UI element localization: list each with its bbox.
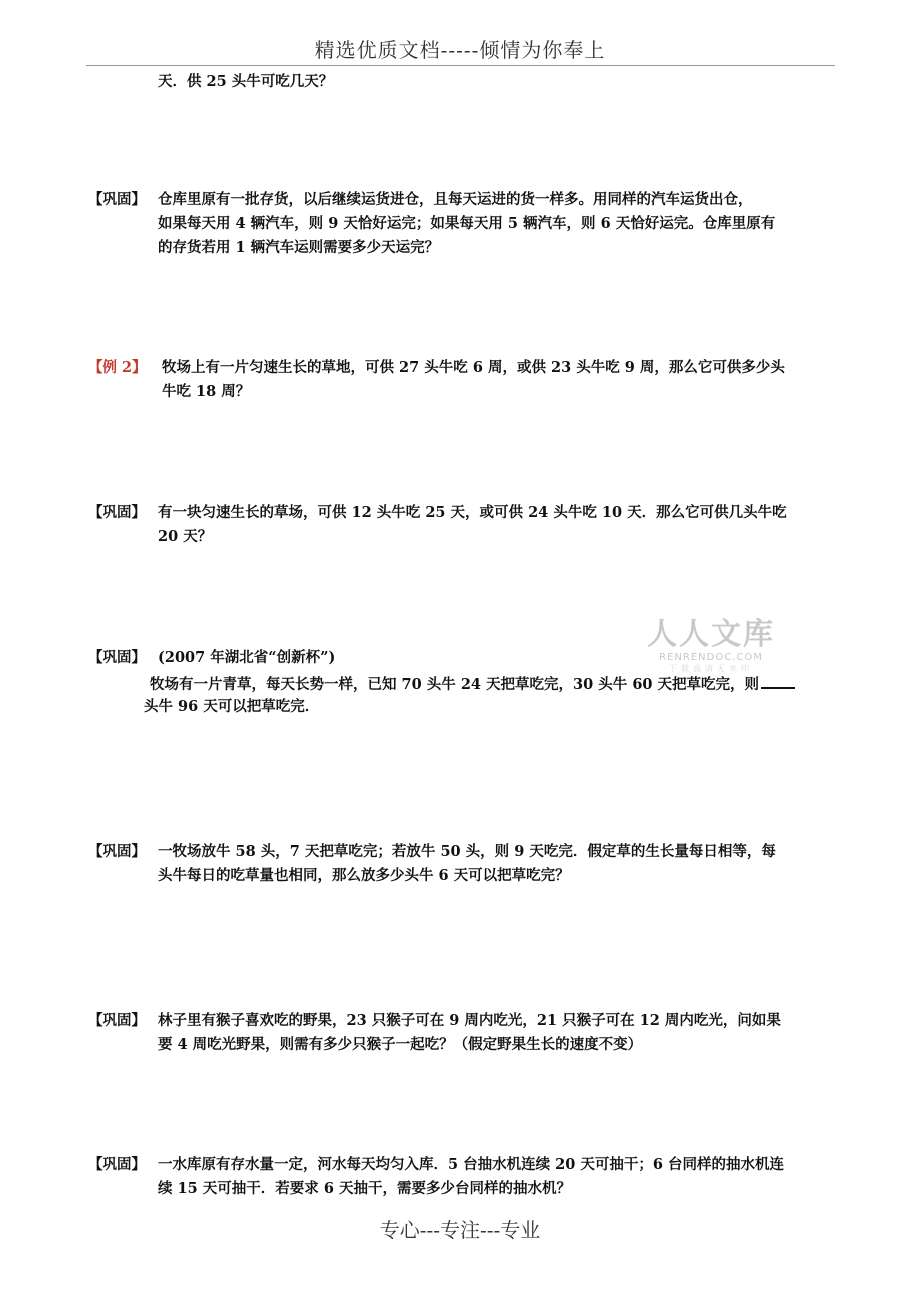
problem-text-line: 的存货若用 1 辆汽车运则需要多少天运完？: [158, 239, 440, 256]
problem-text-line: 天．供 25 头牛可吃几天？: [158, 73, 334, 90]
header-divider: [86, 65, 835, 66]
problem-text-line: 头牛每日的吃草量也相同，那么放多少头牛 6 天可以把草吃完？: [158, 867, 570, 884]
problem-text-line: 牧场有一片青草，每天长势一样，已知 70 头牛 24 天把草吃完，30 头牛 60 天把草吃完，则: [150, 676, 760, 693]
problem-tag: 【巩固】: [88, 191, 146, 208]
problem-text-line: 牛吃 18 周？: [162, 383, 251, 400]
problem-text-line: 续 15 天可抽干．若要求 6 天抽干，需要多少台同样的抽水机？: [158, 1180, 571, 1197]
watermark-url: RENRENDOC.COM: [659, 652, 763, 663]
problem-tag: 【巩固】: [88, 1156, 146, 1173]
problem-tag: 【巩固】: [88, 649, 146, 666]
problem-text-line: 要 4 周吃光野果，则需有多少只猴子一起吃？（假定野果生长的速度不变）: [158, 1036, 643, 1053]
page-header: 精选优质文档-----倾情为你奉上: [314, 38, 606, 62]
problem-text-line: 牧场上有一片匀速生长的草地，可供 27 头牛吃 6 周，或供 23 头牛吃 9 周，那么它可供多少头: [162, 359, 785, 376]
answer-blank: [761, 673, 795, 689]
example-tag: 【例 2】: [88, 359, 147, 376]
problem-text-line: 20 天？: [158, 528, 213, 545]
problem-tag: 【巩固】: [88, 504, 146, 521]
problem-text-line: 一水库原有存水量一定，河水每天均匀入库．5 台抽水机连续 20 天可抽干；6 台同样的抽水机连: [158, 1156, 785, 1173]
problem-text-line: 仓库里原有一批存货，以后继续运货进仓，且每天运进的货一样多。用同样的汽车运货出仓，: [158, 191, 753, 208]
problem-tag: 【巩固】: [88, 1012, 146, 1029]
problem-text-line: 有一块匀速生长的草场，可供 12 头牛吃 25 天，或可供 24 头牛吃 10 天．那么它可供几头牛吃: [158, 504, 787, 521]
problem-text-line: 一牧场放牛 58 头，7 天把草吃完；若放牛 50 头，则 9 天吃完．假定草的生长量每日相等，每: [158, 843, 776, 860]
problem-text-line: 如果每天用 4 辆汽车，则 9 天恰好运完；如果每天用 5 辆汽车，则 6 天恰好运完。仓库里原有: [158, 215, 776, 232]
page-footer: 专心---专注---专业: [379, 1218, 541, 1242]
watermark-logo-text: 人人文库: [647, 617, 775, 652]
problem-source: (2007 年湖北省“创新杯”): [158, 649, 336, 666]
problem-tag: 【巩固】: [88, 843, 146, 860]
problem-text-line: 林子里有猴子喜欢吃的野果，23 只猴子可在 9 周内吃光，21 只猴子可在 12 周内吃光，问如果: [158, 1012, 781, 1029]
watermark: [646, 618, 776, 674]
watermark-tagline: 下载高清无水印: [669, 664, 753, 673]
problem-text-line: 头牛 96 天可以把草吃完．: [144, 698, 320, 715]
problem-text-line-with-blank: [150, 673, 795, 695]
